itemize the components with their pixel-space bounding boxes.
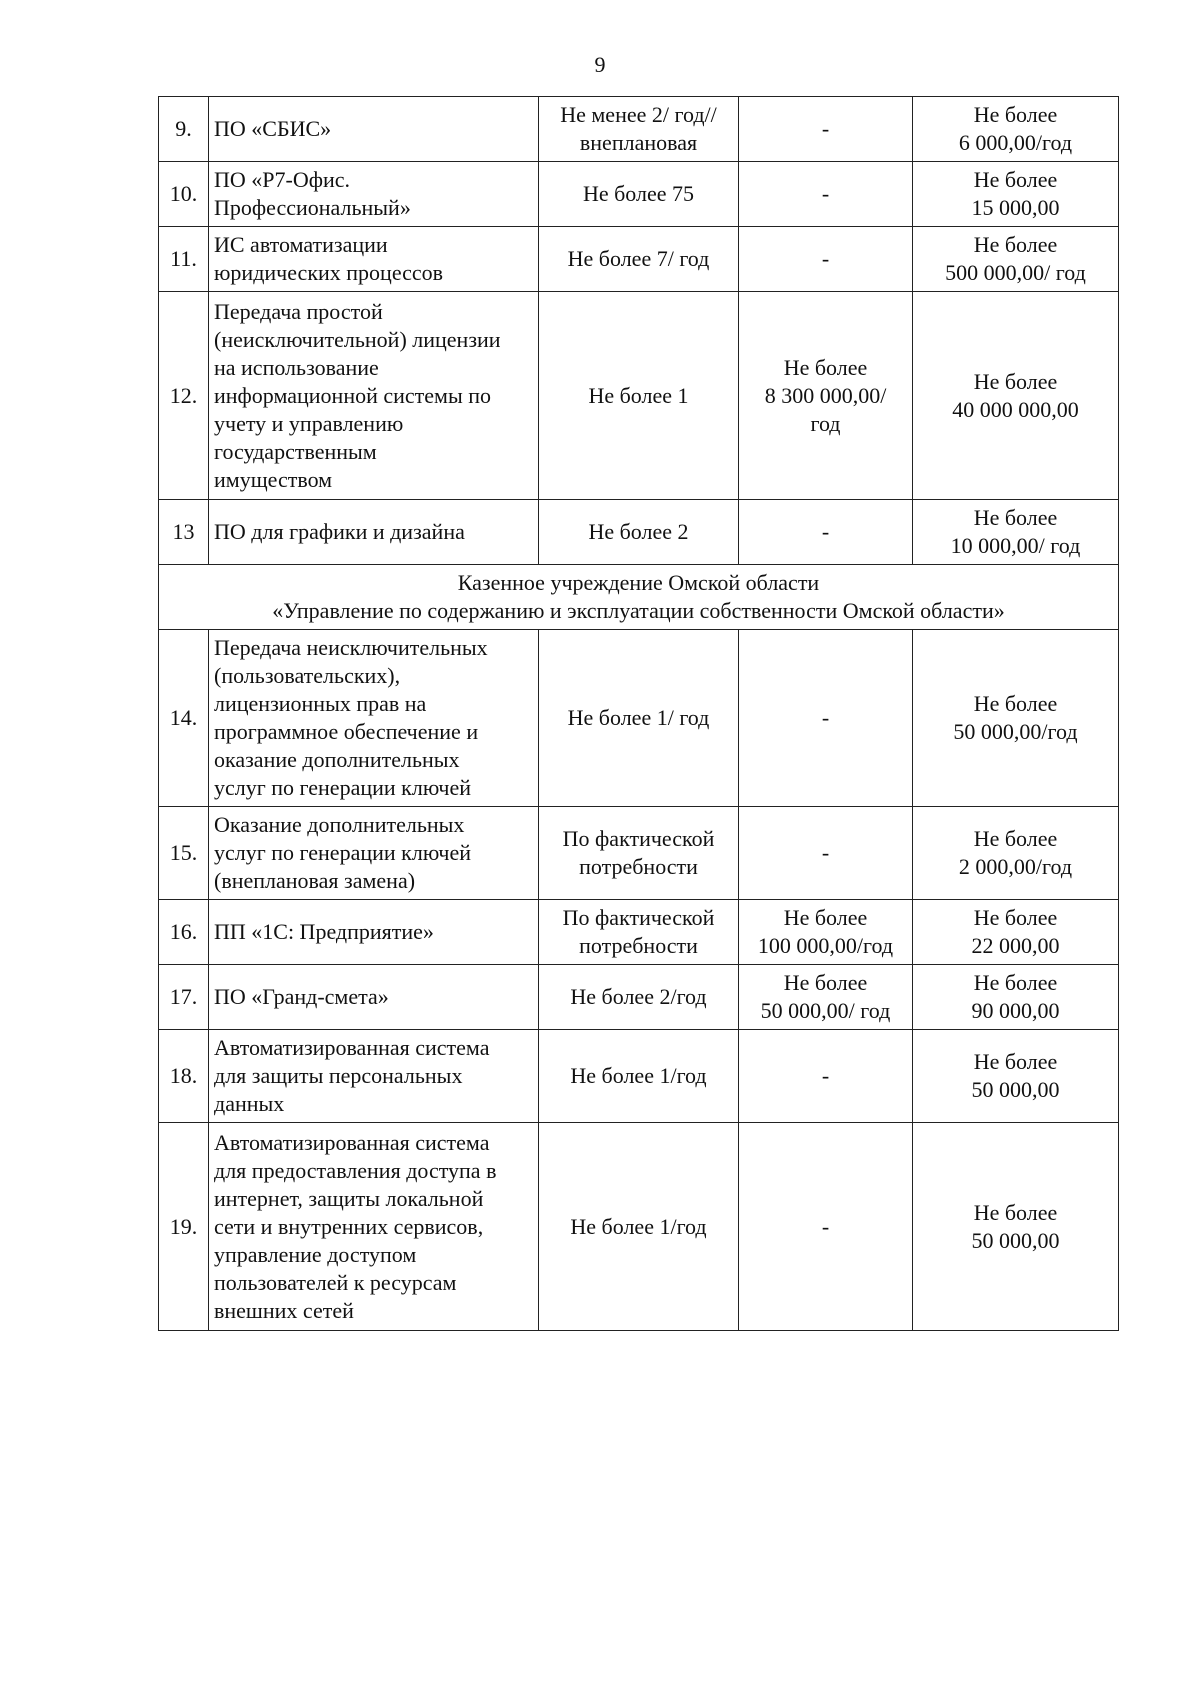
price-annual-line: 50 000,00/год xyxy=(953,719,1078,744)
table-row xyxy=(159,162,1119,227)
price-annual-line: 2 000,00/год xyxy=(958,854,1073,879)
price-annual-line: Не более xyxy=(973,1049,1058,1074)
price-annual-cell xyxy=(913,500,1119,565)
item-name-line: интернет, защиты локальной xyxy=(214,1185,484,1211)
price-primary-cell xyxy=(739,1030,913,1123)
row-number: 10. xyxy=(159,162,209,227)
price-primary-line: год xyxy=(810,410,841,436)
row-number: 14. xyxy=(159,630,209,807)
price-annual-line: 50 000,00 xyxy=(971,1227,1060,1253)
quantity-line: Не более 7/ год xyxy=(567,246,710,271)
item-name-line: ПО «Гранд-смета» xyxy=(214,984,389,1009)
item-name-line: информационной системы по xyxy=(214,382,492,408)
price-annual-cell xyxy=(913,1123,1119,1331)
price-annual-line: Не более xyxy=(973,167,1058,192)
row-number: 16. xyxy=(159,900,209,965)
price-primary-line: Не более xyxy=(783,905,868,930)
price-primary-line: - xyxy=(821,246,830,271)
quantity-cell xyxy=(539,1030,739,1123)
quantity-line: По фактической xyxy=(562,905,715,930)
item-name-line: учету и управлению xyxy=(214,410,404,436)
price-primary-line: Не более xyxy=(783,354,868,380)
price-annual-cell xyxy=(913,630,1119,807)
table-row xyxy=(159,97,1119,162)
item-name-line: Оказание дополнительных xyxy=(214,812,465,837)
row-number: 12. xyxy=(159,292,209,500)
quantity-line: Не более 2 xyxy=(588,519,689,544)
price-annual-line: Не более xyxy=(973,232,1058,257)
row-number: 18. xyxy=(159,1030,209,1123)
price-primary-line: - xyxy=(821,1213,830,1239)
price-primary-cell xyxy=(739,227,913,292)
item-name-line: Передача простой xyxy=(214,298,383,324)
price-annual-cell xyxy=(913,292,1119,500)
section-title-line-2: «Управление по содержанию и эксплуатации собственности Омской области» xyxy=(272,598,1005,623)
price-primary-cell xyxy=(739,292,913,500)
item-name-line: государственным xyxy=(214,438,377,464)
price-primary-cell xyxy=(739,900,913,965)
table-row xyxy=(159,1123,1119,1331)
price-annual-line: 40 000 000,00 xyxy=(952,396,1079,422)
item-name-line: сети и внутренних сервисов, xyxy=(214,1213,484,1239)
item-name-line: внешних сетей xyxy=(214,1297,354,1323)
price-annual-cell xyxy=(913,965,1119,1030)
row-number: 15. xyxy=(159,807,209,900)
quantity-line: Не более 1 xyxy=(588,382,689,408)
item-name-line: на использование xyxy=(214,354,379,380)
price-annual-cell xyxy=(913,900,1119,965)
price-annual-line: Не более xyxy=(973,368,1058,394)
item-name-line: услуг по генерации ключей xyxy=(214,775,472,800)
item-name-cell xyxy=(209,162,539,227)
row-number: 9. xyxy=(159,97,209,162)
item-name-cell xyxy=(209,630,539,807)
item-name-cell xyxy=(209,900,539,965)
item-name-line: для предоставления доступа в xyxy=(214,1157,497,1183)
item-name-cell xyxy=(209,97,539,162)
price-primary-line: 100 000,00/год xyxy=(757,933,894,958)
item-name-line: данных xyxy=(214,1091,285,1116)
table-row xyxy=(159,292,1119,500)
price-annual-cell xyxy=(913,162,1119,227)
quantity-cell xyxy=(539,292,739,500)
table-row xyxy=(159,227,1119,292)
quantity-cell xyxy=(539,500,739,565)
section-title-line-1: Казенное учреждение Омской области xyxy=(457,570,820,595)
item-name-cell xyxy=(209,965,539,1030)
item-name-line: (неисключительной) лицензии xyxy=(214,326,501,352)
row-number: 17. xyxy=(159,965,209,1030)
quantity-line: Не более 1/год xyxy=(570,1063,707,1088)
item-name-line: (внеплановая замена) xyxy=(214,868,416,893)
price-annual-line: Не более xyxy=(973,970,1058,995)
item-name-line: ПО «СБИС» xyxy=(214,116,332,141)
price-primary-cell xyxy=(739,630,913,807)
price-primary-line: - xyxy=(821,116,830,141)
row-number: 11. xyxy=(159,227,209,292)
row-number: 19. xyxy=(159,1123,209,1331)
table-row xyxy=(159,500,1119,565)
quantity-cell xyxy=(539,630,739,807)
price-annual-line: 90 000,00 xyxy=(971,998,1060,1023)
table-section xyxy=(159,565,1119,630)
item-name-line: ИС автоматизации xyxy=(214,232,388,257)
quantity-cell xyxy=(539,965,739,1030)
price-annual-line: Не более xyxy=(973,1199,1058,1225)
item-name-line: услуг по генерации ключей xyxy=(214,840,472,865)
quantity-cell xyxy=(539,227,739,292)
item-name-line: юридических процессов xyxy=(214,260,444,285)
price-annual-line: 10 000,00/ год xyxy=(950,533,1081,558)
quantity-line: Не более 1/ год xyxy=(567,705,710,730)
quantity-cell xyxy=(539,1123,739,1331)
item-name-line: Передача неисключительных xyxy=(214,635,488,660)
item-name-line: управление доступом xyxy=(214,1241,417,1267)
quantity-line: По фактической xyxy=(562,826,715,851)
price-primary-line: - xyxy=(821,705,830,730)
license-table xyxy=(158,96,1119,1331)
price-annual-cell xyxy=(913,1030,1119,1123)
page-number: 9 xyxy=(594,52,606,77)
item-name-cell xyxy=(209,807,539,900)
item-name-line: имуществом xyxy=(214,466,333,492)
section-row xyxy=(159,565,1119,630)
price-annual-line: Не более xyxy=(973,102,1058,127)
table-row xyxy=(159,900,1119,965)
table-body-top xyxy=(159,97,1119,565)
table-body-bottom xyxy=(159,630,1119,1331)
quantity-line: Не менее 2/ год// xyxy=(560,102,717,127)
price-annual-line: Не более xyxy=(973,691,1058,716)
price-annual-line: Не более xyxy=(973,826,1058,851)
price-primary-cell xyxy=(739,807,913,900)
price-annual-cell xyxy=(913,97,1119,162)
table-row xyxy=(159,1030,1119,1123)
price-primary-line: - xyxy=(821,840,830,865)
section-header xyxy=(159,565,1119,630)
price-annual-cell xyxy=(913,227,1119,292)
item-name-cell xyxy=(209,1123,539,1331)
table-row xyxy=(159,630,1119,807)
item-name-line: ПО для графики и дизайна xyxy=(214,519,465,544)
item-name-line: Автоматизированная система xyxy=(214,1129,490,1155)
quantity-line: Не более 75 xyxy=(582,181,695,206)
item-name-cell xyxy=(209,500,539,565)
price-primary-line: 8 300 000,00/ xyxy=(764,382,887,408)
item-name-line: программное обеспечение и xyxy=(214,719,479,744)
price-annual-line: Не более xyxy=(973,905,1058,930)
item-name-line: Автоматизированная система xyxy=(214,1035,490,1060)
price-annual-line: 22 000,00 xyxy=(971,933,1060,958)
item-name-line: (пользовательских), xyxy=(214,663,401,688)
item-name-cell xyxy=(209,292,539,500)
item-name-line: ПО «Р7-Офис. xyxy=(214,167,351,192)
item-name-line: Профессиональный» xyxy=(214,195,411,220)
quantity-cell xyxy=(539,807,739,900)
item-name-line: ПП «1С: Предприятие» xyxy=(214,919,434,944)
quantity-cell xyxy=(539,900,739,965)
price-primary-cell xyxy=(739,97,913,162)
item-name-line: оказание дополнительных xyxy=(214,747,460,772)
price-primary-cell xyxy=(739,500,913,565)
price-annual-line: 6 000,00/год xyxy=(958,130,1073,155)
price-primary-line: - xyxy=(821,519,830,544)
table-row xyxy=(159,965,1119,1030)
quantity-line: Не более 1/год xyxy=(570,1213,707,1239)
price-primary-cell xyxy=(739,1123,913,1331)
quantity-cell xyxy=(539,162,739,227)
price-annual-line: 500 000,00/ год xyxy=(945,260,1086,285)
quantity-line: внеплановая xyxy=(579,130,698,155)
price-primary-line: - xyxy=(821,1063,830,1088)
quantity-line: потребности xyxy=(579,854,698,879)
price-annual-line: 15 000,00 xyxy=(971,195,1060,220)
price-annual-line: 50 000,00 xyxy=(971,1077,1060,1102)
price-primary-line: Не более xyxy=(783,970,868,995)
item-name-line: лицензионных прав на xyxy=(214,691,427,716)
price-annual-cell xyxy=(913,807,1119,900)
price-primary-line: - xyxy=(821,181,830,206)
price-primary-line: 50 000,00/ год xyxy=(760,998,891,1023)
table-row xyxy=(159,807,1119,900)
item-name-cell xyxy=(209,227,539,292)
quantity-cell xyxy=(539,97,739,162)
item-name-cell xyxy=(209,1030,539,1123)
quantity-line: Не более 2/год xyxy=(570,984,707,1009)
price-annual-line: Не более xyxy=(973,505,1058,530)
item-name-line: для защиты персональных xyxy=(214,1063,463,1088)
row-number: 13 xyxy=(159,500,209,565)
quantity-line: потребности xyxy=(579,933,698,958)
price-primary-cell xyxy=(739,965,913,1030)
price-primary-cell xyxy=(739,162,913,227)
item-name-line: пользователей к ресурсам xyxy=(214,1269,457,1295)
